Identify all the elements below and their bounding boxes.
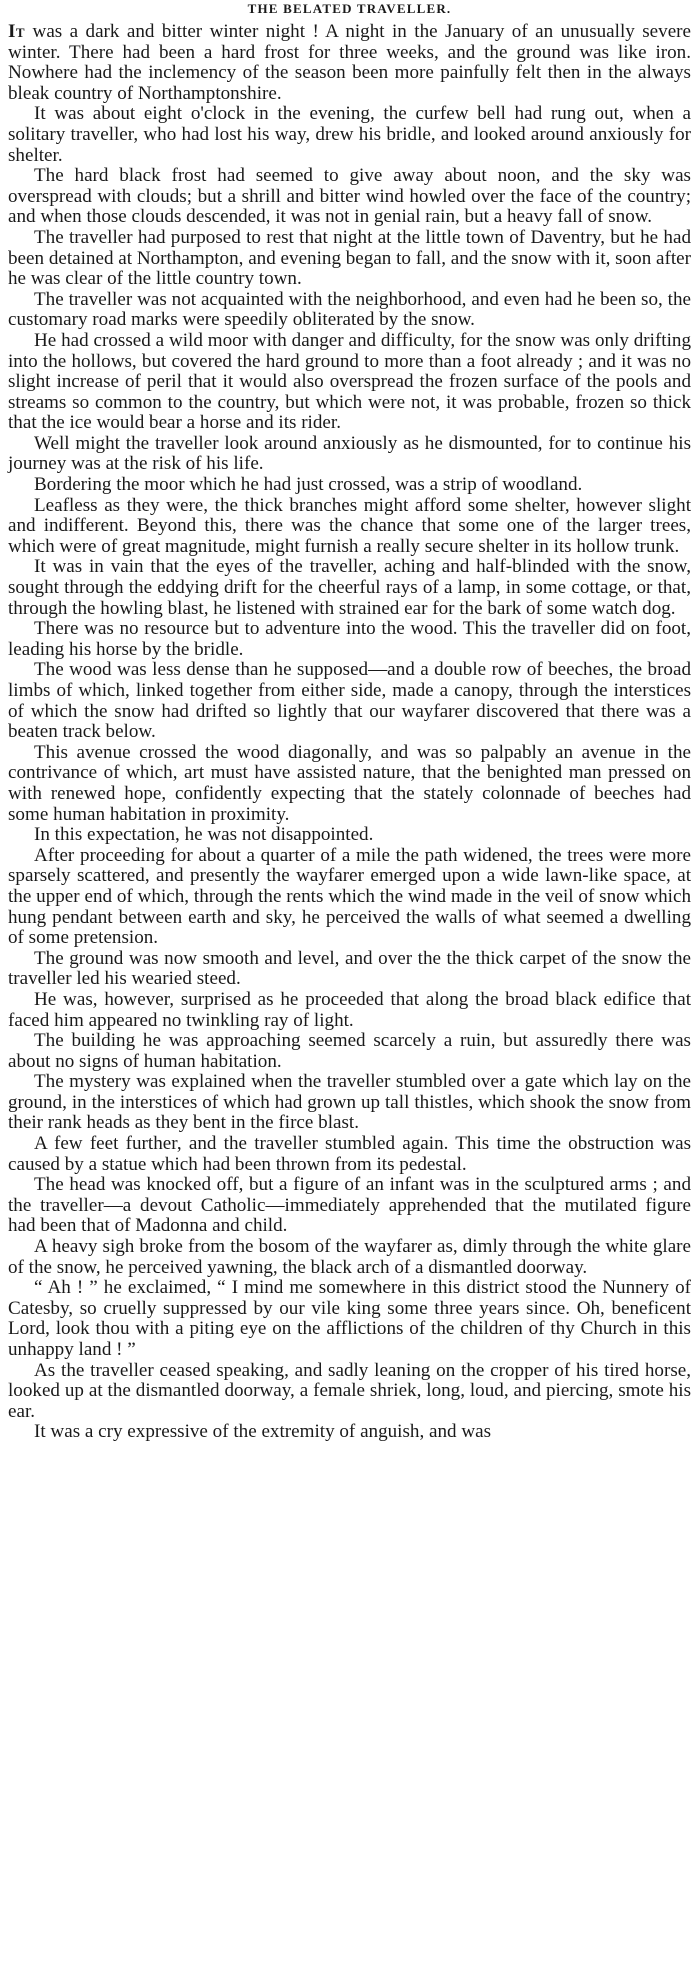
article-paragraph: Leafless as they were, the thick branches might afford some shelter, however slight and indifferent. Beyond this, there was the chance that some one of the larger trees, which were of great magnitude, might furnish a really secure shelter in its hollow trunk. bbox=[8, 494, 691, 557]
paragraph-text: was a dark and bitter winter night ! A night in the January of an unusually severe winter. There had been a hard frost for three weeks, and the ground was like iron. Nowhere had the inclemency of the season been more painfully felt then in the always bleak country of Northamptonshire. bbox=[8, 21, 691, 104]
article-paragraph: It was a cry expressive of the extremity of anguish, and was bbox=[34, 1421, 492, 1443]
article-paragraph: Bordering the moor which he had just crossed, was a strip of woodland. bbox=[34, 474, 583, 496]
article-paragraph: The head was knocked off, but a figure of an infant was in the sculptured arms ; and the traveller—a devout Catholic—immediately apprehended that the mutilated figure had been that of Madonna and child. bbox=[8, 1174, 691, 1237]
article-paragraph: The traveller had purposed to rest that night at the little town of Daventry, but he had been detained at Northampton, and evening began to fall, and the snow with it, soon after he was clear of the little country town. bbox=[8, 226, 691, 290]
article-paragraph: He had crossed a wild moor with danger and difficulty, for the snow was only drifting into the hollows, but covered the hard ground to more than a foot already ; and it was no slight increase of peril that it would also overspread the frozen surface of the pools and streams so common to the country, but which were not, it was probable, frozen so thick that the ice would bear a horse and its rider. bbox=[8, 329, 691, 434]
article-paragraph: It was in vain that the eyes of the traveller, aching and half-blinded with the snow, sought through the eddying drift for the cheerful rays of a lamp, in some cottage, or that, through the howling blast, he listened with strained ear for the bark of some watch dog. bbox=[8, 556, 691, 619]
article-paragraph: Well might the traveller look around anxiously as he dismounted, for to continue his journey was at the risk of his life. bbox=[8, 432, 691, 475]
article-paragraph: After proceeding for about a quarter of a mile the path widened, the trees were more sparsely scattered, and presently the wayfarer emerged upon a wide lawn-like space, at the upper end of which, through the rents which the wind made in the veil of snow which hung pendant between earth and sky, he perceived the walls of what seemed a dwelling of some pretension. bbox=[8, 844, 691, 949]
article-paragraph bbox=[8, 22, 691, 104]
article-paragraph: The building he was approaching seemed scarcely a ruin, but assuredly there was about no signs of human habitation. bbox=[8, 1030, 691, 1072]
article-paragraph: The wood was less dense than he supposed—and a double row of beeches, the broad limbs of which, linked together from either side, made a canopy, through the interstices of which the snow had drifted so lightly that our wayfarer discovered that there was a beaten track below. bbox=[8, 659, 691, 743]
opening-word: It bbox=[8, 21, 26, 42]
article-paragraph: It was about eight o'clock in the evening, the curfew bell had rung out, when a solitary traveller, who had lost his way, drew his bridle, and looked around anxiously for shelter. bbox=[8, 103, 691, 166]
article-paragraph: In this expectation, he was not disappointed. bbox=[34, 824, 374, 846]
article-title: THE BELATED TRAVELLER. bbox=[247, 1, 452, 16]
article-paragraph: The traveller was not acquainted with the neighborhood, and even had he been so, the customary road marks were speedily obliterated by the snow. bbox=[8, 288, 691, 331]
article-paragraph: A few feet further, and the traveller stumbled again. This time the obstruction was caused by a statue which had been thrown from its pedestal. bbox=[8, 1133, 691, 1175]
article-paragraph: “ Ah ! ” he exclaimed, “ I mind me somewhere in this district stood the Nunnery of Catesby, so cruelly suppressed by our vile king some three years since. Oh, beneficent Lord, look thou with a piting eye on the afflictions of the children of thy Church in this unhappy land ! ” bbox=[8, 1277, 691, 1360]
article-paragraph: As the traveller ceased speaking, and sadly leaning on the cropper of his tired horse, looked up at the dismantled doorway, a female shriek, long, loud, and piercing, smote his ear. bbox=[8, 1359, 691, 1422]
article-paragraph: A heavy sigh broke from the bosom of the wayfarer as, dimly through the white glare of the snow, he perceived yawning, the black arch of a dismantled doorway. bbox=[8, 1236, 691, 1278]
article-paragraph: The ground was now smooth and level, and over the the thick carpet of the snow the traveller led his wearied steed. bbox=[8, 947, 691, 990]
article-paragraph: The mystery was explained when the traveller stumbled over a gate which lay on the ground, in the interstices of which had grown up tall thistles, which shook the snow from their rank heads as they bent in the firce blast. bbox=[8, 1071, 691, 1134]
article-paragraph: There was no resource but to adventure into the wood. This the traveller did on foot, leading his horse by the bridle. bbox=[8, 618, 691, 660]
article-paragraph: This avenue crossed the wood diagonally, and was so palpably an avenue in the contrivance of which, art must have assisted nature, that the benighted man pressed on with renewed hope, confidently expecting that the stately colonnade of beeches had some human habitation in proximity. bbox=[8, 741, 691, 825]
article-paragraph: The hard black frost had seemed to give away about noon, and the sky was overspread with clouds; but a shrill and bitter wind howled over the face of the country; and when those clouds descended, it was not in genial rain, but a heavy fall of snow. bbox=[8, 165, 691, 228]
article-paragraph: He was, however, surprised as he proceeded that along the broad black edifice that faced him appeared no twinkling ray of light. bbox=[8, 988, 691, 1031]
